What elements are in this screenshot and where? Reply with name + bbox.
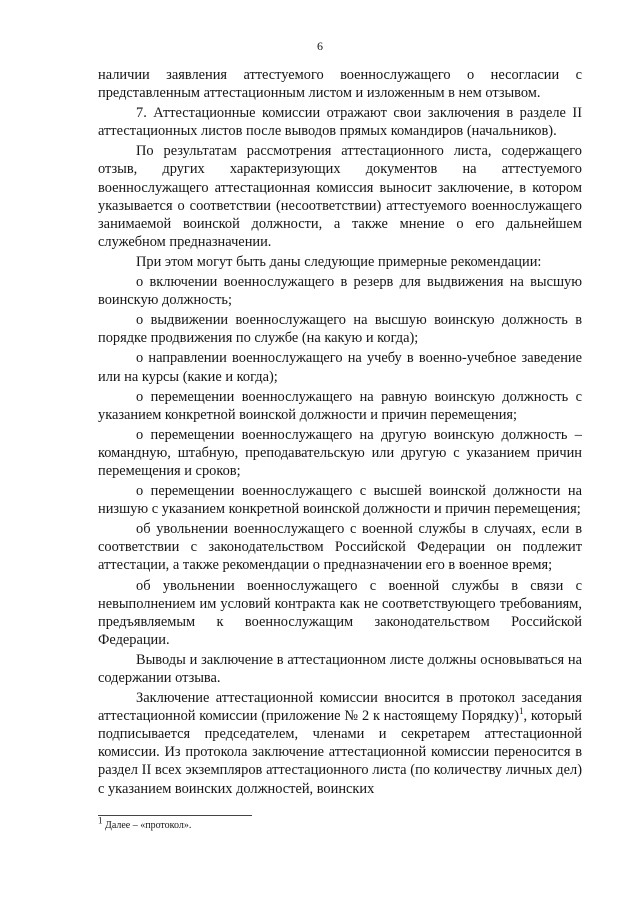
paragraph-text: , который подписывается председателем, членами и секретарем аттестационной комиссии. Из протокола заключение аттестационной комиссии переносится в раздел II всех экземпляров аттестационного листа (по количеству личных дел) с указанием воинских должностей, воинских: [98, 708, 582, 797]
footnote: [98, 815, 582, 832]
footnote-separator: [98, 815, 252, 816]
paragraph: При этом могут быть даны следующие примерные рекомендации:: [136, 253, 542, 270]
page-number: 6: [317, 39, 323, 53]
paragraph: о направлении военнослужащего на учебу в военно-учебное заведение или на курсы (какие и когда);: [98, 350, 582, 385]
paragraph-text: Заключение аттестационной комиссии вносится в протокол заседания аттестационной комиссии (приложение № 2 к настоящему Порядку): [98, 690, 582, 725]
paragraph: о перемещении военнослужащего на равную воинскую должность с указанием конкретной воинской должности и причин перемещения;: [98, 388, 582, 423]
body-text: [98, 66, 582, 800]
paragraph: наличии заявления аттестуемого военнослужащего о несогласии с представленным аттестационным листом и изложенным в нем отзывом.: [98, 67, 582, 102]
paragraph: о выдвижении военнослужащего на высшую воинскую должность в порядке продвижения по службе (на какую и когда);: [98, 312, 582, 347]
paragraph: об увольнении военнослужащего с военной службы в связи с невыполнением им условий контракта как не соответствующего требованиям, предъявляемым к военнослужащим законодательством Российской Федерации.: [98, 577, 582, 648]
paragraph: о перемещении военнослужащего на другую воинскую должность – командную, штабную, преподавательскую или другую с указанием причин перемещения и сроков;: [98, 426, 582, 479]
paragraph: По результатам рассмотрения аттестационного листа, содержащего отзыв, других характеризующих документов на аттестуемого военнослужащего аттестационная комиссия выносит заключение, в котором указывается о соответствии (несоответствии) аттестуемого военнослужащего занимаемой воинской должности, а также мнение о его дальнейшем служебном предназначении.: [98, 143, 582, 250]
paragraph-protocol: [98, 689, 582, 798]
paragraph: об увольнении военнослужащего с военной службы в случаях, если в соответствии с законодательством Российской Федерации он подлежит аттестации, а также рекомендации о предназначении его в военное время;: [98, 521, 582, 574]
paragraph: о включении военнослужащего в резерв для выдвижения на высшую воинскую должность;: [98, 274, 582, 309]
footnote-text: Далее – «протокол».: [102, 820, 192, 831]
footnote-mark: 1: [98, 815, 103, 826]
paragraph: о перемещении военнослужащего с высшей воинской должности на низшую с указанием конкретной воинской должности и причин перемещения;: [98, 483, 582, 518]
paragraph: 7. Аттестационные комиссии отражают свои заключения в разделе II аттестационных листов после выводов прямых командиров (начальников).: [98, 105, 582, 140]
footnote-reference: 1: [518, 706, 524, 717]
paragraph: Выводы и заключение в аттестационном листе должны основываться на содержании отзыва.: [98, 651, 582, 686]
